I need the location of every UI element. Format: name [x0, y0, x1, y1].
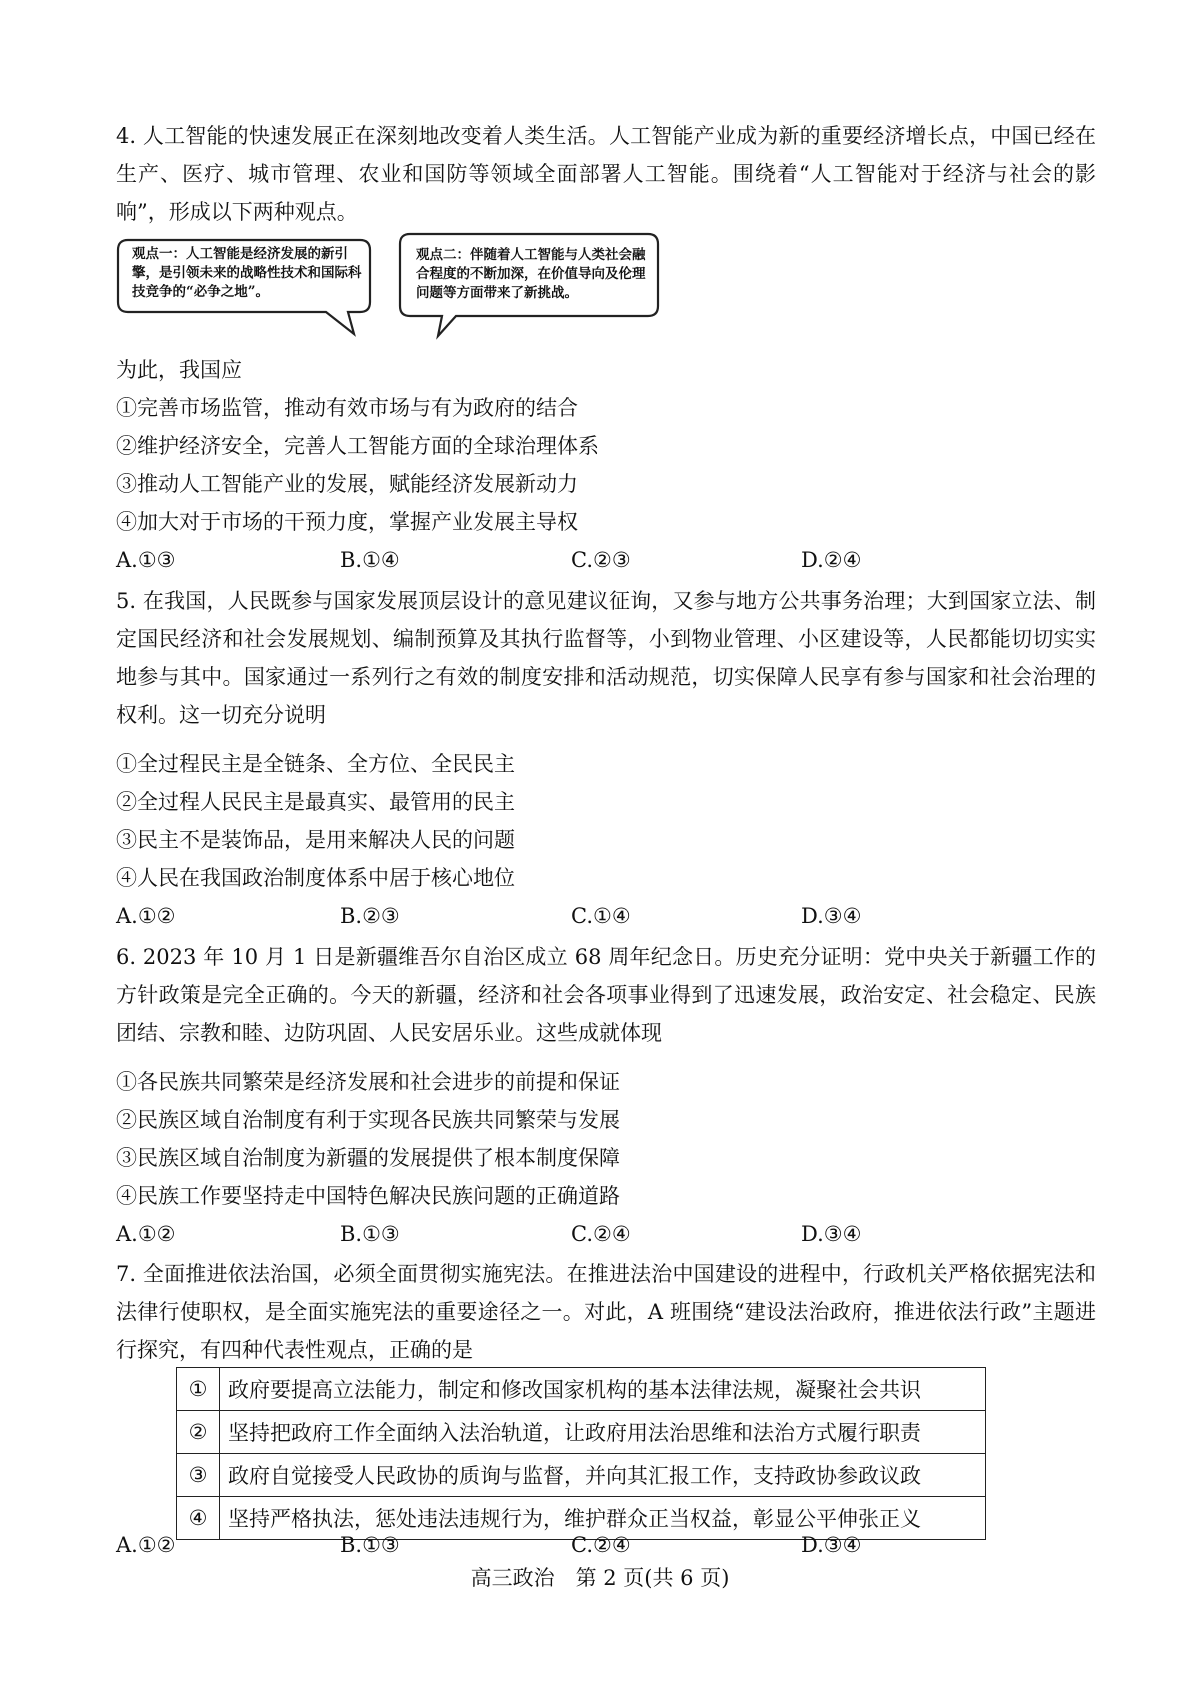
q6-item-4: ④民族工作要坚持走中国特色解决民族问题的正确道路 [116, 1184, 620, 1208]
q4-item-1: ①完善市场监管，推动有效市场与有为政府的结合 [116, 396, 578, 420]
table-row [177, 1411, 986, 1454]
q4-item-4: ④加大对于市场的干预力度，掌握产业发展主导权 [116, 510, 578, 534]
q6-item-1: ①各民族共同繁荣是经济发展和社会进步的前提和保证 [116, 1070, 620, 1094]
q5-option-d[interactable]: D.③④ [801, 904, 862, 928]
row-text: 政府要提高立法能力，制定和修改国家机构的基本法律法规，凝聚社会共识 [220, 1368, 986, 1411]
q4-item-3: ③推动人工智能产业的发展，赋能经济发展新动力 [116, 472, 578, 496]
q4-option-c[interactable]: C.②③ [571, 548, 631, 572]
row-number: ② [177, 1411, 220, 1454]
q7-stem: 7. 全面推进依法治国，必须全面贯彻实施宪法。在推进法治中国建设的进程中，行政机关严格依据宪法和法律行使职权，是全面实施宪法的重要途径之一。对此，A 班围绕“建设法治政府，推进依法行政”主题进行探究，有四种代表性观点，正确的是 [116, 1262, 1096, 1362]
q7-options [116, 1530, 1096, 1560]
q5-options [116, 901, 1096, 931]
q4-item-2: ②维护经济安全，完善人工智能方面的全球治理体系 [116, 434, 599, 458]
row-number: ④ [177, 1497, 220, 1540]
q5-option-a[interactable]: A.①② [116, 904, 176, 928]
q5-option-b[interactable]: B.②③ [340, 904, 400, 928]
q5-item-2: ②全过程人民民主是最真实、最管用的民主 [116, 790, 515, 814]
row-text: 坚持把政府工作全面纳入法治轨道，让政府用法治思维和法治方式履行职责 [220, 1411, 986, 1454]
q6-item-3: ③民族区域自治制度为新疆的发展提供了根本制度保障 [116, 1146, 620, 1170]
q5-option-c[interactable]: C.①④ [571, 904, 631, 928]
q4-option-a[interactable]: A.①③ [116, 548, 176, 572]
q6-option-c[interactable]: C.②④ [571, 1222, 631, 1246]
q6-options [116, 1219, 1096, 1249]
table-row [177, 1454, 986, 1497]
q6-option-b[interactable]: B.①③ [340, 1222, 400, 1246]
table-row [177, 1368, 986, 1411]
q4-options [116, 545, 1096, 575]
q4-option-b[interactable]: B.①④ [340, 548, 400, 572]
row-text: 坚持严格执法，惩处违法违规行为，维护群众正当权益，彰显公平伸张正义 [220, 1497, 986, 1540]
q7-option-c[interactable]: C.②④ [571, 1533, 631, 1557]
row-number: ① [177, 1368, 220, 1411]
q7-views-table [176, 1367, 986, 1540]
q6-option-a[interactable]: A.①② [116, 1222, 176, 1246]
q4-stem: 4. 人工智能的快速发展正在深刻地改变着人类生活。人工智能产业成为新的重要经济增长点，中国已经在生产、医疗、城市管理、农业和国防等领域全面部署人工智能。围绕着“人工智能对于经济与社会的影响”，形成以下两种观点。 [116, 124, 1096, 224]
row-number: ③ [177, 1454, 220, 1497]
page-footer: 高三政治 第 2 页(共 6 页) [470, 1566, 730, 1590]
q6-stem: 6. 2023 年 10 月 1 日是新疆维吾尔自治区成立 68 周年纪念日。历史充分证明：党中央关于新疆工作的方针政策是完全正确的。今天的新疆，经济和社会各项事业得到了迅速发展，政治安定、社会稳定、民族团结、宗教和睦、边防巩固、人民安居乐业。这些成就体现 [116, 945, 1096, 1045]
q4-prompt: 为此，我国应 [116, 358, 242, 382]
view-one-text: 观点一：人工智能是经济发展的新引擎，是引领未来的战略性技术和国际科技竞争的“必争之地”。 [132, 246, 362, 300]
row-text: 政府自觉接受人民政协的质询与监督，并向其汇报工作，支持政协参政议政 [220, 1454, 986, 1497]
q7-option-a[interactable]: A.①② [116, 1533, 176, 1557]
q5-item-1: ①全过程民主是全链条、全方位、全民民主 [116, 752, 515, 776]
q4-option-d[interactable]: D.②④ [801, 548, 862, 572]
q5-stem: 5. 在我国，人民既参与国家发展顶层设计的意见建议征询，又参与地方公共事务治理；大到国家立法、制定国民经济和社会发展规划、编制预算及其执行监督等，小到物业管理、小区建设等，人民都能切切实实地参与其中。国家通过一系列行之有效的制度安排和活动规范，切实保障人民享有参与国家和社会治理的权利。这一切充分说明 [116, 589, 1096, 727]
q6-item-2: ②民族区域自治制度有利于实现各民族共同繁荣与发展 [116, 1108, 620, 1132]
q5-item-4: ④人民在我国政治制度体系中居于核心地位 [116, 866, 515, 890]
q5-item-3: ③民主不是装饰品，是用来解决人民的问题 [116, 828, 515, 852]
q7-option-d[interactable]: D.③④ [801, 1533, 862, 1557]
q6-option-d[interactable]: D.③④ [801, 1222, 862, 1246]
q7-option-b[interactable]: B.①③ [340, 1533, 400, 1557]
view-two-text: 观点二：伴随着人工智能与人类社会融合程度的不断加深，在价值导向及伦理问题等方面带来了新挑战。 [416, 247, 646, 301]
